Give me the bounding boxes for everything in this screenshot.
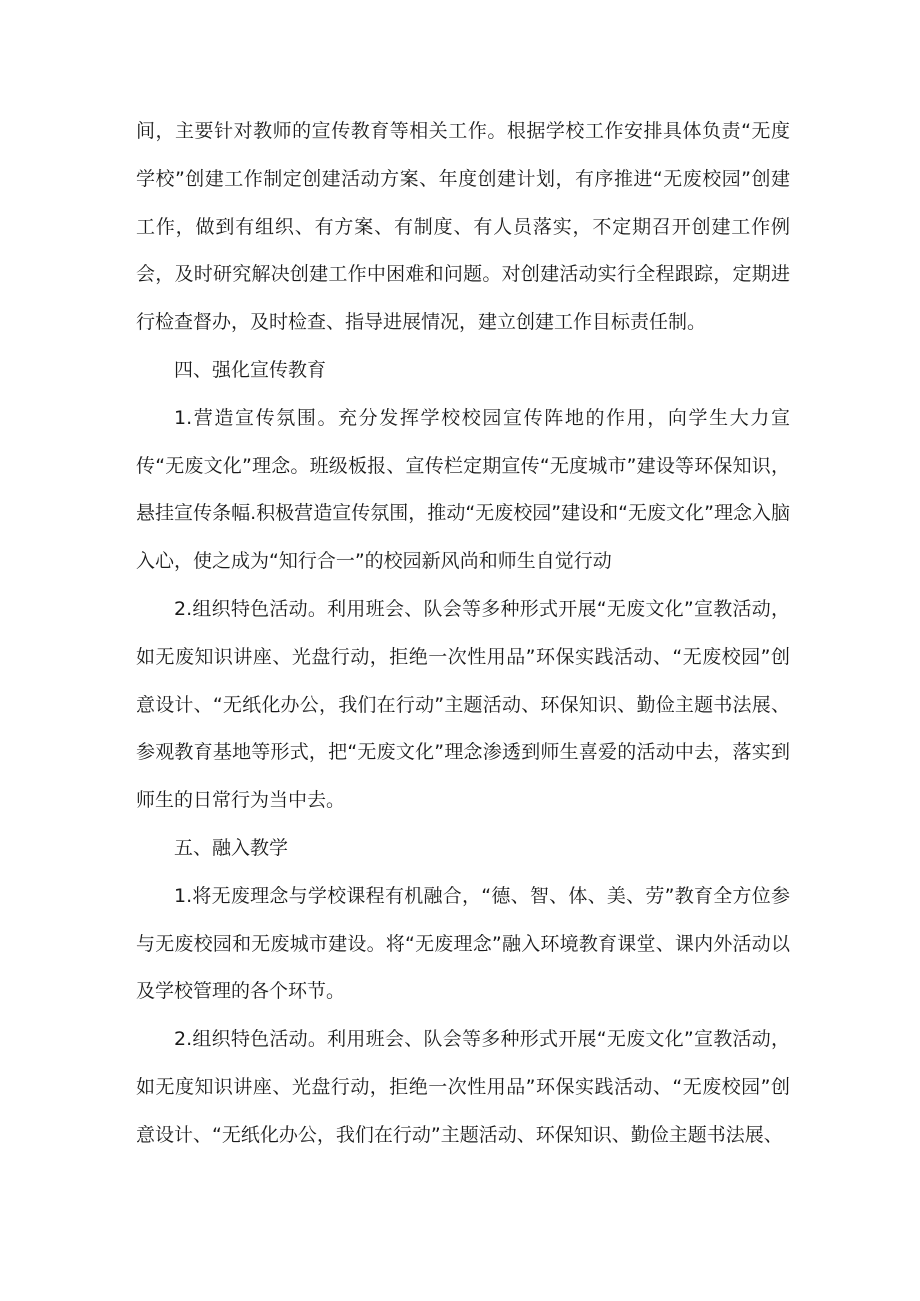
section-heading-publicity: 四、强化宣传教育 [174, 358, 327, 381]
section-heading-teaching: 五、融入教学 [174, 836, 289, 859]
paragraph-curriculum-integration: 1.将无废理念与学校课程有机融合，“德、智、体、美、劳”教育全方位参与无废校园和无废城市建设。将“无废理念”融入环境教育课堂、课内外活动以及学校管理的各个环节。 [136, 884, 790, 1003]
paragraph-publicity-atmosphere: 1.营造宣传氛围。充分发挥学校校园宣传阵地的作用，向学生大力宣传“无废文化”理念。班级板报、宣传栏定期宣传“无度城市”建设等环保知识，悬挂宣传条幅.积极营造宣传氛围，推动“无废校园”建设和“无废文化”理念入脑入心，使之成为“知行合一”的校园新风尚和师生自觉行动 [136, 406, 790, 573]
paragraph-special-activities-repeat: 2.组织特色活动。利用班会、队会等多种形式开展“无废文化”宣教活动，如无度知识讲座、光盘行动，拒绝一次性用品”环保实践活动、“无废校园”创意设计、“无纸化办公，我们在行动”主题活动、环保知识、勤俭主题书法展、 [136, 1028, 790, 1146]
paragraph-special-activities: 2.组织特色活动。利用班会、队会等多种形式开展“无废文化”宣教活动，如无废知识讲座、光盘行动，拒绝一次性用品”环保实践活动、“无废校园”创意设计、“无纸化办公，我们在行动”主题活动、环保知识、勤俭主题书法展、参观教育基地等形式，把“无废文化”理念渗透到师生喜爱的活动中去，落实到师生的日常行为当中去。 [136, 597, 790, 812]
paragraph-creation-work: 间，主要针对教师的宣传教育等相关工作。根据学校工作安排具体负责“无度学校”创建工作制定创建活动方案、年度创建计划，有序推进“无废校园”创建工作，做到有组织、有方案、有制度、有人员落实，不定期召开创建工作例会，及时研究解决创建工作中困难和问题。对创建活动实行全程跟踪，定期进行检查督办，及时检查、指导进展情况，建立创建工作目标责任制。 [136, 120, 790, 334]
